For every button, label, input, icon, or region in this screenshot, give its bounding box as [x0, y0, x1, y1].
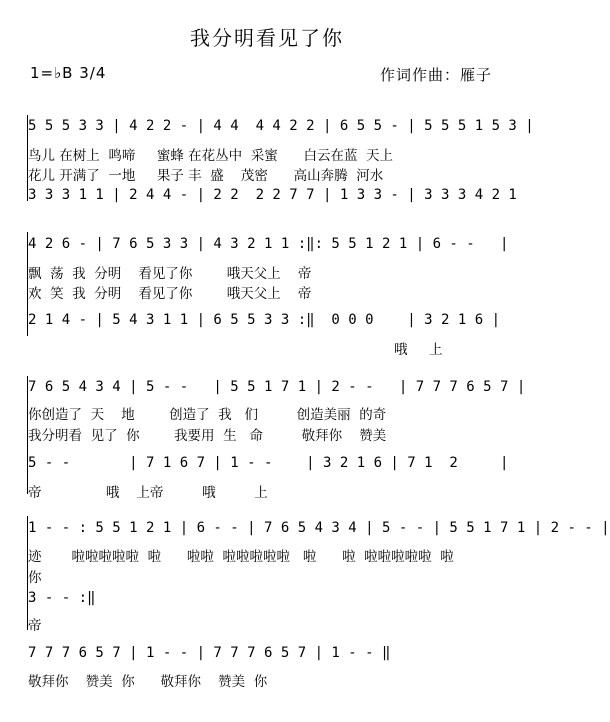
system3-harmony-notes: 5 - - | 7 1 6 7 | 1 - - | 3 2 1 6 | 7 1 2 |	[28, 455, 509, 471]
system1-lyrics-verse2: 花儿 开满了 一地 果子 丰 盛 茂密 高山奔腾 河水	[28, 168, 384, 184]
song-title: 我分明看见了你	[190, 26, 344, 50]
system2-lyrics-verse2: 欢 笑 我 分明 看见了你 哦天父上 帝	[28, 286, 312, 302]
system3-harmony-lyrics: 帝 哦 上帝 哦 上	[28, 485, 268, 501]
system1-notes: 5 5 5 3 3 | 4 2 2 - | 4 4 4 4 2 2 | 6 5 5 - | 5 5 5 1 5 3 |	[28, 118, 534, 134]
system4-lyrics-verse1: 迹 啦啦啦啦啦 啦 啦啦 啦啦啦啦啦 啦 啦 啦啦啦啦啦 啦	[28, 549, 454, 565]
system1-lyrics-verse1: 鸟儿 在树上 鸣啼 蜜蜂 在花丛中 采蜜 白云在蓝 天上	[28, 148, 394, 164]
system2-harmony-lyrics: 哦 上	[394, 342, 443, 358]
system4-notes: 1 - - : 5 5 1 2 1 | 6 - - | 7 6 5 4 3 4 | 5 - - | 5 5 1 7 1 | 2 - - |	[28, 520, 610, 536]
system4-ending-lyrics: 帝	[28, 618, 42, 634]
composer-credit: 作词作曲：雁子	[380, 66, 493, 84]
system1-harmony-notes: 3 3 3 1 1 | 2 4 4 - | 2 2 2 2 7 7 | 1 3 3 - | 3 3 3 4 2 1	[28, 187, 517, 203]
system5-lyrics: 敬拜你 赞美 你 敬拜你 赞美 你	[28, 674, 268, 690]
system2-lyrics-verse1: 飘 荡 我 分明 看见了你 哦天父上 帝	[28, 266, 312, 282]
system2-harmony-notes: 2 1 4 - | 5 4 3 1 1 | 6 5 5 3 3 :‖ 0 0 0 | 3 2 1 6 |	[28, 312, 501, 328]
key-signature: 1=♭B 3/4	[30, 64, 107, 82]
system3-lyrics-verse2: 我分明看 见了 你 我要用 生 命 敬拜你 赞美	[28, 428, 387, 444]
system5-notes: 7 7 7 6 5 7 | 1 - - | 7 7 7 6 5 7 | 1 - - ‖	[28, 645, 391, 661]
system2-notes: 4 2 6 - | 7 6 5 3 3 | 4 3 2 1 1 :‖: 5 5 1 2 1 | 6 - - |	[28, 236, 509, 252]
system4-lyrics-verse2: 你	[28, 570, 42, 586]
system3-lyrics-verse1: 你创造了 天 地 创造了 我 们 创造美丽 的奇	[28, 407, 387, 423]
system3-notes: 7 6 5 4 3 4 | 5 - - | 5 5 1 7 1 | 2 - - | 7 7 7 6 5 7 |	[28, 379, 526, 395]
system4-ending-notes: 3 - - :‖	[28, 590, 96, 606]
